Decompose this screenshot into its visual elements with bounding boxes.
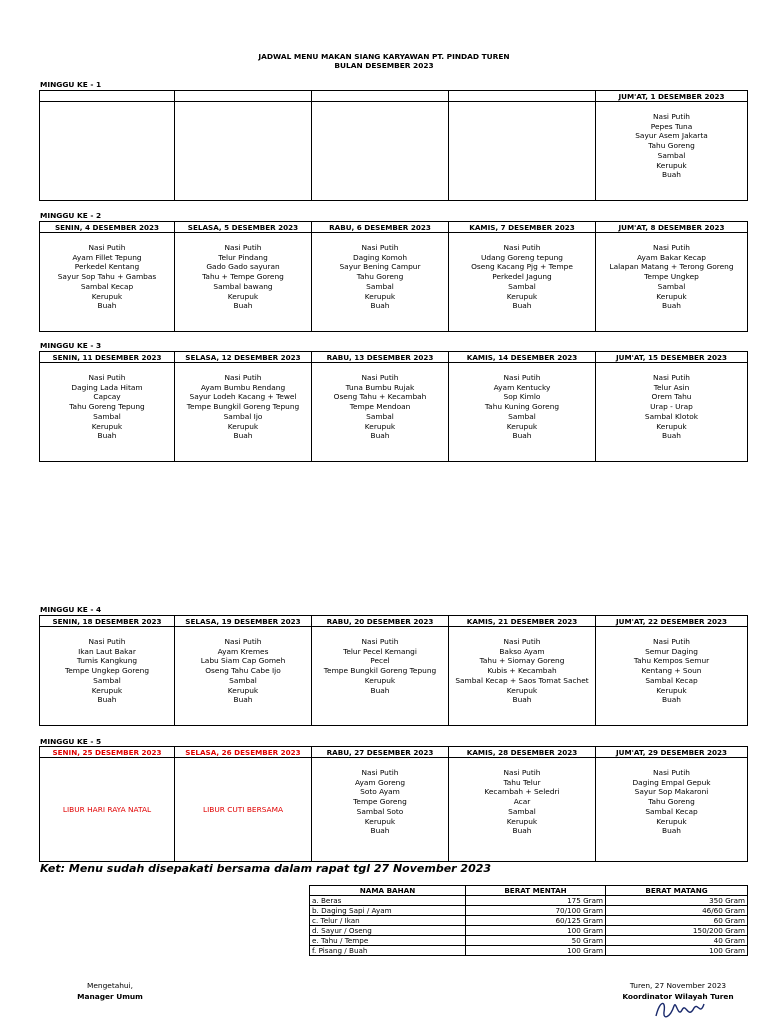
week-table: [39, 746, 748, 862]
menu-item: Kerupuk: [91, 685, 123, 695]
week-header-row: [40, 616, 748, 627]
signature-left-title: Manager Umum: [77, 992, 143, 1001]
menu-item: Nasi Putih: [653, 112, 690, 121]
menu-item: Bakso Ayam: [499, 646, 545, 656]
portion-row: [310, 896, 748, 906]
menu-item: Buah: [370, 826, 390, 836]
menu-item: Perkedel Kentang: [74, 262, 140, 272]
menu-item: Buah: [97, 301, 117, 311]
week-menu-row: [40, 102, 748, 201]
day-header: [449, 91, 596, 102]
menu-item: Sambal: [229, 675, 257, 685]
day-menu-cell: [596, 363, 748, 462]
raw-weight: 175 Gram: [466, 896, 606, 906]
menu-item: Buah: [233, 431, 253, 441]
menu-item: Sambal: [93, 411, 121, 421]
day-menu-cell: [312, 233, 449, 332]
week-table: [39, 351, 748, 462]
menu-item: Kerupuk: [506, 816, 538, 826]
day-header: SENIN, 11 DESEMBER 2023: [40, 352, 175, 363]
day-menu-cell: [449, 233, 596, 332]
menu-item: Buah: [662, 826, 681, 836]
holiday-note: LIBUR CUTI BERSAMA: [202, 804, 284, 814]
day-menu-cell: [175, 102, 312, 201]
menu-item: Sambal Kecap: [80, 281, 134, 291]
day-menu-cell: [312, 627, 449, 726]
menu-item: Nasi Putih: [224, 243, 262, 252]
menu-list: [449, 233, 595, 311]
menu-item: Lalapan Matang + Terong Goreng: [609, 262, 734, 272]
ingredient-name: a. Beras: [310, 896, 466, 906]
menu-item: Buah: [512, 301, 532, 311]
menu-item: Ikan Laut Bakar: [78, 646, 136, 656]
day-header: [40, 91, 175, 102]
raw-weight: 50 Gram: [466, 936, 606, 946]
menu-item: Gado Gado sayuran: [206, 262, 280, 272]
ingredient-name: d. Sayur / Oseng: [310, 926, 466, 936]
menu-item: Daging Empal Gepuk: [632, 777, 711, 787]
menu-item: Nasi Putih: [653, 768, 690, 777]
menu-item: Tumis Kangkung: [76, 656, 138, 666]
menu-item: Kerupuk: [91, 421, 123, 431]
day-header: [175, 91, 312, 102]
menu-item: Sambal Ijo: [223, 411, 263, 421]
menu-item: Kerupuk: [91, 291, 123, 301]
menu-list: [596, 102, 747, 180]
week-label: MINGGU KE - 4: [40, 605, 102, 614]
week-table: [39, 90, 748, 201]
menu-item: Sambal: [366, 411, 394, 421]
menu-item: Nasi Putih: [224, 637, 262, 646]
ingredient-name: b. Daging Sapi / Ayam: [310, 906, 466, 916]
day-header: SELASA, 5 DESEMBER 2023: [175, 222, 312, 233]
menu-item: Nasi Putih: [503, 768, 541, 777]
raw-weight: 60/125 Gram: [466, 916, 606, 926]
menu-item: Kerupuk: [656, 816, 687, 826]
menu-item: Oseng Tahu Cabe Ijo: [205, 666, 281, 676]
menu-list: [312, 102, 448, 112]
signature-right-title: Koordinator Wilayah Turen: [622, 992, 734, 1001]
day-header: JUM'AT, 1 DESEMBER 2023: [596, 91, 748, 102]
menu-item: Nasi Putih: [88, 243, 126, 252]
day-menu-cell: [40, 627, 175, 726]
menu-item: Tahu + Siomay Goreng: [479, 656, 565, 666]
portion-row: [310, 926, 748, 936]
menu-list: [596, 627, 747, 705]
portion-table: [309, 885, 748, 956]
menu-list: [175, 627, 311, 705]
menu-list: [449, 363, 595, 441]
menu-item: Ayam Goreng: [354, 777, 406, 787]
day-menu-cell: [175, 363, 312, 462]
menu-item: Buah: [662, 301, 681, 311]
week-menu-row: [40, 758, 748, 862]
day-menu-cell: [312, 363, 449, 462]
week-table: [39, 615, 748, 726]
day-menu-cell: [449, 627, 596, 726]
menu-item: Nasi Putih: [503, 637, 541, 646]
day-header: SELASA, 26 DESEMBER 2023: [175, 747, 312, 758]
day-header: JUM'AT, 22 DESEMBER 2023: [596, 616, 748, 627]
menu-item: Kerupuk: [227, 685, 259, 695]
menu-item: Sambal: [508, 411, 536, 421]
menu-list: [596, 233, 747, 311]
day-header: RABU, 13 DESEMBER 2023: [312, 352, 449, 363]
menu-item: Buah: [512, 431, 532, 441]
day-menu-cell: [596, 758, 748, 862]
menu-item: Nasi Putih: [361, 768, 399, 777]
menu-item: Ayam Bumbu Rendang: [200, 382, 286, 392]
week-menu-row: [40, 627, 748, 726]
menu-item: Tempe Bungkil Goreng Tepung: [323, 666, 437, 676]
signature-right-date: Turen, 27 November 2023: [629, 981, 727, 990]
day-menu-cell: [40, 233, 175, 332]
menu-item: Semur Daging: [645, 646, 698, 656]
week-header-row: [40, 352, 748, 363]
menu-item: Nasi Putih: [653, 243, 690, 252]
week-label: MINGGU KE - 3: [40, 341, 102, 350]
menu-list: [40, 363, 174, 441]
menu-item: Buah: [370, 685, 390, 695]
day-header: JUM'AT, 8 DESEMBER 2023: [596, 222, 748, 233]
day-header: RABU, 6 DESEMBER 2023: [312, 222, 449, 233]
menu-item: Buah: [662, 431, 681, 441]
menu-item: Kubis + Kecambah: [487, 666, 557, 676]
menu-list: [312, 758, 448, 836]
menu-item: Tempe Mendoan: [349, 402, 411, 412]
menu-list: [449, 627, 595, 705]
menu-list: [312, 363, 448, 441]
menu-item: Kerupuk: [364, 291, 396, 301]
day-menu-cell: [175, 758, 312, 862]
portion-header-name: NAMA BAHAN: [310, 886, 466, 896]
menu-list: [40, 627, 174, 705]
menu-list: [175, 363, 311, 441]
menu-item: Telur Asin: [653, 382, 690, 392]
menu-item: Capcay: [93, 392, 121, 402]
menu-item: Kerupuk: [656, 421, 687, 431]
day-header: JUM'AT, 29 DESEMBER 2023: [596, 747, 748, 758]
cooked-weight: 46/60 Gram: [606, 906, 748, 916]
ingredient-name: c. Telur / Ikan: [310, 916, 466, 926]
menu-item: Kerupuk: [506, 685, 538, 695]
menu-list: [175, 233, 311, 311]
menu-item: Tahu Goreng: [648, 797, 695, 807]
menu-item: Nasi Putih: [653, 373, 690, 382]
signature-right: [608, 980, 748, 1002]
day-header: [312, 91, 449, 102]
raw-weight: 100 Gram: [466, 926, 606, 936]
menu-item: Buah: [97, 695, 117, 705]
menu-item: Kerupuk: [656, 160, 687, 170]
portion-header-raw: BERAT MENTAH: [466, 886, 606, 896]
day-menu-cell: [175, 233, 312, 332]
menu-item: Sambal Kecap: [645, 675, 698, 685]
day-menu-cell: [312, 102, 449, 201]
ingredient-name: f. Pisang / Buah: [310, 946, 466, 956]
menu-item: Kerupuk: [656, 685, 687, 695]
week-menu-row: [40, 233, 748, 332]
day-menu-cell: [312, 758, 449, 862]
raw-weight: 100 Gram: [466, 946, 606, 956]
signature-left-line1: Mengetahui,: [86, 981, 134, 990]
menu-item: Nasi Putih: [361, 637, 399, 646]
menu-item: Tempe Bungkil Goreng Tepung: [186, 402, 300, 412]
menu-item: Tahu + Tempe Goreng: [202, 272, 284, 282]
menu-item: Tahu Goreng: [356, 272, 404, 282]
menu-item: Tahu Goreng: [648, 141, 695, 151]
portion-header-cooked: BERAT MATANG: [606, 886, 748, 896]
menu-item: Sambal: [508, 806, 536, 816]
day-header: JUM'AT, 15 DESEMBER 2023: [596, 352, 748, 363]
menu-item: Nasi Putih: [224, 373, 262, 382]
day-menu-cell: [40, 102, 175, 201]
menu-item: Pepes Tuna: [650, 121, 693, 131]
day-header: SELASA, 19 DESEMBER 2023: [175, 616, 312, 627]
menu-item: Udang Goreng tepung: [481, 252, 563, 262]
week-menu-row: [40, 363, 748, 462]
ingredient-name: e. Tahu / Tempe: [310, 936, 466, 946]
menu-item: Perkedel Jagung: [492, 272, 552, 282]
week-label: MINGGU KE - 5: [40, 737, 102, 746]
agreement-note: Ket: Menu sudah disepakati bersama dalam rapat tgl 27 November 2023: [40, 862, 492, 875]
menu-item: Ayam Kentucky: [493, 382, 551, 392]
menu-item: Telur Pecel Kemangi: [343, 646, 417, 656]
day-header: SELASA, 12 DESEMBER 2023: [175, 352, 312, 363]
week-header-row: [40, 222, 748, 233]
week-table: [39, 221, 748, 332]
menu-item: Tahu Kempos Semur: [633, 656, 710, 666]
day-menu-cell: [596, 102, 748, 201]
day-header: KAMIS, 21 DESEMBER 2023: [449, 616, 596, 627]
menu-item: Sambal: [366, 281, 394, 291]
menu-list: [40, 233, 174, 311]
menu-item: Tahu Goreng Tepung: [69, 402, 145, 412]
menu-item: Buah: [512, 826, 532, 836]
menu-item: Sambal: [93, 675, 121, 685]
menu-item: Nasi Putih: [503, 243, 541, 252]
menu-item: Sambal: [657, 281, 686, 291]
day-header: RABU, 20 DESEMBER 2023: [312, 616, 449, 627]
portion-row: [310, 946, 748, 956]
day-header: KAMIS, 7 DESEMBER 2023: [449, 222, 596, 233]
holiday-note: LIBUR HARI RAYA NATAL: [62, 804, 152, 814]
day-menu-cell: [449, 758, 596, 862]
menu-item: Sambal Soto: [356, 806, 404, 816]
menu-list: [312, 233, 448, 311]
menu-item: Kentang + Soun: [641, 666, 702, 676]
menu-item: Buah: [97, 431, 117, 441]
menu-item: Nasi Putih: [88, 373, 126, 382]
menu-list: [449, 758, 595, 836]
menu-item: Sop Kimlo: [503, 392, 541, 402]
menu-list: [312, 627, 448, 695]
menu-item: Buah: [370, 301, 390, 311]
cooked-weight: 150/200 Gram: [606, 926, 748, 936]
signature-scribble: [648, 996, 708, 1024]
menu-item: Acar: [513, 797, 531, 807]
document-title: JADWAL MENU MAKAN SIANG KARYAWAN PT. PINDAD TUREN: [258, 52, 510, 61]
menu-item: Kerupuk: [227, 421, 259, 431]
portion-row: [310, 906, 748, 916]
day-header: KAMIS, 28 DESEMBER 2023: [449, 747, 596, 758]
menu-item: Sambal: [508, 281, 536, 291]
day-header: RABU, 27 DESEMBER 2023: [312, 747, 449, 758]
raw-weight: 70/100 Gram: [466, 906, 606, 916]
menu-list: [40, 102, 174, 112]
day-menu-cell: [596, 627, 748, 726]
menu-item: Sambal Klotok: [644, 411, 699, 421]
day-header: SENIN, 25 DESEMBER 2023: [40, 747, 175, 758]
portion-row: [310, 916, 748, 926]
day-header: KAMIS, 14 DESEMBER 2023: [449, 352, 596, 363]
portion-row: [310, 936, 748, 946]
menu-item: Tempe Goreng: [353, 797, 407, 807]
menu-item: Pecel: [370, 656, 390, 666]
menu-item: Nasi Putih: [503, 373, 541, 382]
menu-item: Ayam Kremes: [217, 646, 269, 656]
menu-list: [596, 758, 747, 836]
portion-header-row: [310, 886, 748, 896]
menu-item: Sambal bawang: [213, 281, 273, 291]
signature-left: [60, 980, 160, 1002]
menu-item: Daging Lada Hitam: [71, 382, 143, 392]
menu-item: Tahu Telur: [503, 777, 541, 787]
menu-item: Nasi Putih: [361, 373, 399, 382]
menu-item: Buah: [662, 695, 681, 705]
menu-item: Tempe Ungkep Goreng: [64, 666, 150, 676]
menu-item: Nasi Putih: [88, 637, 126, 646]
day-header: SENIN, 4 DESEMBER 2023: [40, 222, 175, 233]
day-header: SENIN, 18 DESEMBER 2023: [40, 616, 175, 627]
cooked-weight: 350 Gram: [606, 896, 748, 906]
week-header-row: [40, 91, 748, 102]
menu-item: Sayur Bening Campur: [339, 262, 421, 272]
menu-item: Tuna Bumbu Rujak: [345, 382, 415, 392]
menu-item: Kerupuk: [506, 291, 538, 301]
menu-item: Labu Siam Cap Gomeh: [200, 656, 286, 666]
menu-item: Buah: [233, 301, 253, 311]
menu-item: Kerupuk: [506, 421, 538, 431]
document-subtitle: BULAN DESEMBER 2023: [334, 61, 434, 70]
day-menu-cell: [449, 102, 596, 201]
menu-item: Sayur Asem Jakarta: [635, 131, 708, 141]
menu-item: Buah: [662, 170, 681, 180]
day-menu-cell: [175, 627, 312, 726]
menu-item: Sambal Kecap: [645, 806, 698, 816]
menu-item: Oseng Kacang Pjg + Tempe: [471, 262, 573, 272]
menu-item: Kerupuk: [364, 675, 396, 685]
menu-item: Buah: [512, 695, 532, 705]
menu-item: Kerupuk: [656, 291, 687, 301]
day-menu-cell: [40, 363, 175, 462]
menu-list: [449, 102, 595, 112]
day-menu-cell: [449, 363, 596, 462]
menu-item: Kecambah + Seledri: [484, 787, 560, 797]
menu-item: Soto Ayam: [360, 787, 400, 797]
menu-list: [596, 363, 747, 441]
menu-item: Kerupuk: [364, 816, 396, 826]
menu-item: Urap - Urap: [650, 402, 693, 412]
day-menu-cell: [40, 758, 175, 862]
menu-item: Sambal: [657, 150, 686, 160]
menu-item: Sayur Lodeh Kacang + Tewel: [189, 392, 297, 402]
portion-body: [310, 896, 748, 956]
menu-item: Sambal Kecap + Saos Tomat Sachet: [455, 675, 589, 685]
menu-item: Oseng Tahu + Kecambah: [333, 392, 427, 402]
menu-list: [175, 102, 311, 112]
menu-item: Telur Pindang: [218, 252, 268, 262]
menu-item: Nasi Putih: [653, 637, 690, 646]
cooked-weight: 100 Gram: [606, 946, 748, 956]
menu-item: Daging Komoh: [352, 252, 408, 262]
menu-item: Orem Tahu: [651, 392, 692, 402]
menu-item: Tempe Ungkep: [644, 272, 699, 282]
week-header-row: [40, 747, 748, 758]
menu-item: Buah: [233, 695, 253, 705]
week-label: MINGGU KE - 1: [40, 80, 102, 89]
menu-item: Tahu Kuning Goreng: [484, 402, 560, 412]
menu-item: Sayur Sop Makaroni: [634, 787, 709, 797]
menu-item: Kerupuk: [364, 421, 396, 431]
cooked-weight: 40 Gram: [606, 936, 748, 946]
day-menu-cell: [596, 233, 748, 332]
cooked-weight: 60 Gram: [606, 916, 748, 926]
menu-item: Nasi Putih: [361, 243, 399, 252]
menu-item: Buah: [370, 431, 390, 441]
menu-item: Kerupuk: [227, 291, 259, 301]
menu-item: Sayur Sop Tahu + Gambas: [57, 272, 157, 282]
menu-item: Ayam Fillet Tepung: [72, 252, 142, 262]
menu-item: Ayam Bakar Kecap: [637, 252, 706, 262]
week-label: MINGGU KE - 2: [40, 211, 102, 220]
